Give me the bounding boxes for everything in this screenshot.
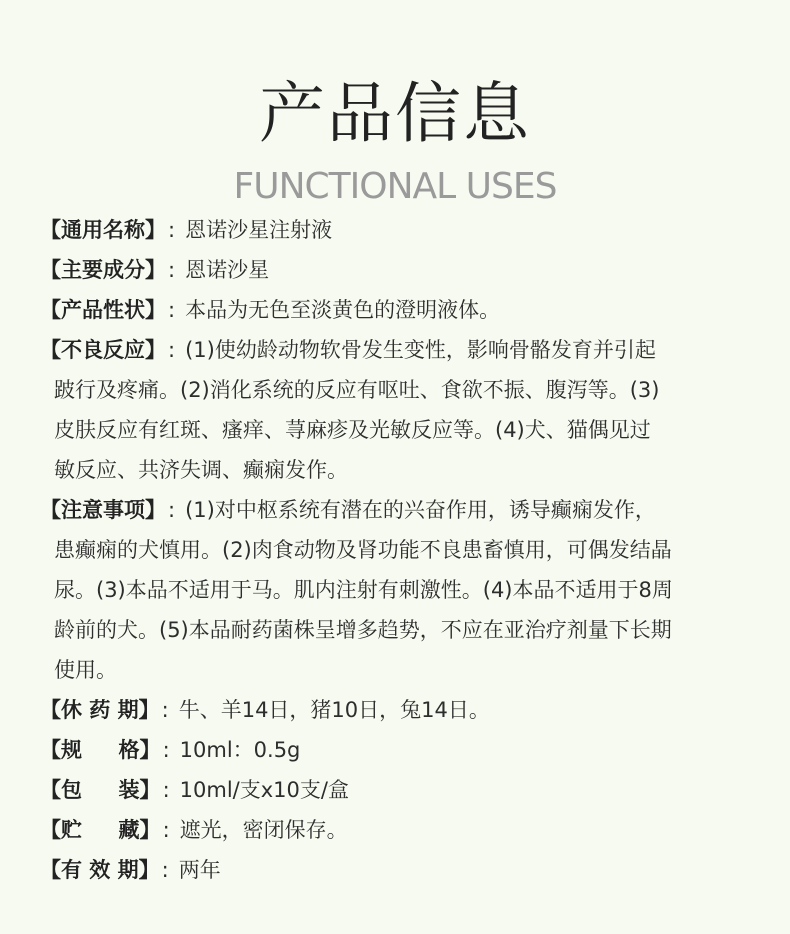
field-value: 恩诺沙星注射液 — [185, 218, 333, 242]
field-value: 10ml/支x10支/盒 — [179, 778, 349, 802]
field-packaging: 【包 装】: 10ml/支x10支/盒 — [40, 778, 349, 802]
info-fields — [40, 210, 770, 890]
field-label: 【主要成分】 — [40, 258, 166, 282]
field-value: 本品为无色至淡黄色的澄明液体。 — [185, 298, 501, 322]
field-value-line: 皮肤反应有红斑、瘙痒、荨麻疹及光敏反应等。(4)犬、猫偶见过 — [54, 418, 651, 442]
page-subtitle: FUNCTIONAL USES — [233, 166, 557, 207]
field-value: 两年 — [178, 858, 221, 882]
field-label: 【有 效 期】 — [40, 858, 160, 882]
field-label: 【规 格】 — [40, 738, 161, 762]
field-value-line: 敏反应、共济失调、癫痫发作。 — [54, 458, 348, 482]
field-value: (1)对中枢系统有潜在的兴奋作用，诱导癫痫发作， — [185, 498, 656, 522]
field-label: 【包 装】 — [40, 778, 161, 802]
field-value-line: 患癫痫的犬慎用。(2)肉食动物及肾功能不良患畜慎用，可偶发结晶 — [54, 538, 672, 562]
field-value: 10ml：0.5g — [179, 738, 301, 762]
field-precautions: 【注意事项】: (1)对中枢系统有潜在的兴奋作用，诱导癫痫发作， 患癫痫的犬慎用。(2)肉食动物及肾功能不良患畜慎用，可偶发结晶 尿。(3)本品不适用于马。肌内注射有刺激性。(4)本品不适用于8周 龄前的犬。(5)本品耐药菌株呈增多趋势，不应在亚治疗剂量下长期 使用。 — [40, 490, 770, 690]
field-value: (1)使幼龄动物软骨发生变性，影响骨骼发育并引起 — [185, 338, 656, 362]
field-withdrawal-period: 【休 药 期】: 牛、羊14日，猪10日，兔14日。 — [40, 698, 490, 722]
field-label: 【贮 藏】 — [40, 818, 161, 842]
field-specification: 【规 格】: 10ml：0.5g — [40, 738, 301, 762]
field-storage: 【贮 藏】: 遮光，密闭保存。 — [40, 818, 348, 842]
field-value: 恩诺沙星 — [185, 258, 270, 282]
field-shelf-life: 【有 效 期】: 两年 — [40, 858, 221, 882]
field-value-line: 使用。 — [54, 658, 117, 682]
field-value: 遮光，密闭保存。 — [179, 818, 348, 842]
page-title: 产品信息 — [259, 75, 531, 152]
field-value: 牛、羊14日，猪10日，兔14日。 — [178, 698, 490, 722]
field-label: 【注意事项】 — [40, 498, 166, 522]
field-appearance: 【产品性状】: 本品为无色至淡黄色的澄明液体。 — [40, 298, 501, 322]
field-value-line: 尿。(3)本品不适用于马。肌内注射有刺激性。(4)本品不适用于8周 — [54, 578, 673, 602]
field-generic-name: 【通用名称】: 恩诺沙星注射液 — [40, 218, 333, 242]
field-main-ingredient: 【主要成分】: 恩诺沙星 — [40, 258, 270, 282]
field-adverse-reactions: 【不良反应】: (1)使幼龄动物软骨发生变性，影响骨骼发育并引起 跛行及疼痛。(2)消化系统的反应有呕吐、食欲不振、腹泻等。(3) 皮肤反应有红斑、瘙痒、荨麻疹及光敏反应等。(4)犬、猫偶见过 敏反应、共济失调、癫痫发作。 — [40, 330, 770, 490]
field-label: 【不良反应】 — [40, 338, 166, 362]
field-value-line: 跛行及疼痛。(2)消化系统的反应有呕吐、食欲不振、腹泻等。(3) — [54, 378, 660, 402]
field-label: 【通用名称】 — [40, 218, 166, 242]
field-label: 【休 药 期】 — [40, 698, 160, 722]
field-value-line: 龄前的犬。(5)本品耐药菌株呈增多趋势，不应在亚治疗剂量下长期 — [54, 618, 672, 642]
field-label: 【产品性状】 — [40, 298, 166, 322]
